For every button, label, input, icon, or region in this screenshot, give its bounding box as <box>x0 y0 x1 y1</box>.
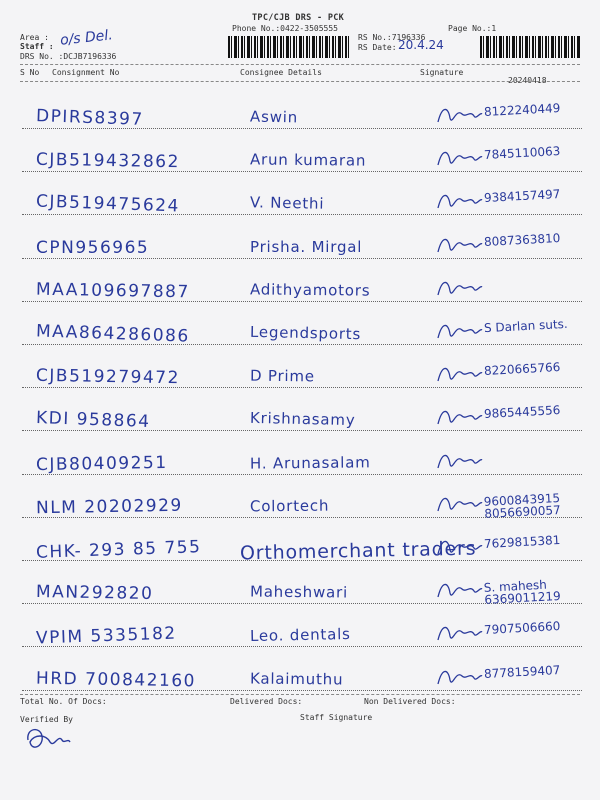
consignment-number: KDI 958864 <box>35 408 151 433</box>
consignment-number: CJB519432862 <box>35 149 181 173</box>
table-row <box>0 490 600 527</box>
footer-divider <box>20 694 580 695</box>
consignment-number: DPIRS8397 <box>35 106 145 130</box>
signature-scribble <box>436 102 484 132</box>
consignee-name: D Prime <box>249 366 315 386</box>
consignee-name: V. Neethi <box>249 193 325 214</box>
rs-number: RS No.:7196336 <box>358 33 426 42</box>
column-divider <box>20 81 580 82</box>
signature-scribble <box>436 188 484 218</box>
rs-date-label: RS Date: <box>358 43 397 52</box>
staff-handwritten: o/s Del. <box>59 27 114 49</box>
consignment-number: MAA109697887 <box>35 279 190 303</box>
table-row <box>0 281 600 311</box>
signature-scribble <box>436 232 484 262</box>
consignment-number: CJB519475624 <box>35 191 181 217</box>
barcode-rs <box>480 36 580 58</box>
form-title: TPC/CJB DRS - PCK <box>252 13 345 23</box>
signature-scribble <box>436 275 484 305</box>
consignee-name: Orthomerchant traders <box>239 537 477 565</box>
verified-by-label: Verified By <box>20 715 73 724</box>
consignment-number: CPN956965 <box>36 237 150 258</box>
phone-number-handwritten: 8087363810 <box>483 230 561 249</box>
consignment-number: HRD 700842160 <box>35 668 197 691</box>
consignment-number: MAA864286086 <box>35 321 191 347</box>
phone-number-handwritten: S. mahesh 6369011219 <box>483 577 562 608</box>
table-row <box>0 144 600 181</box>
consignment-number: CHK- 293 85 755 <box>35 537 202 563</box>
col-signature: Signature <box>420 68 464 77</box>
consignee-name: Arun kumaran <box>249 150 367 170</box>
staff-signature-label: Staff Signature <box>300 713 373 722</box>
verifier-signature <box>24 724 74 758</box>
consignment-number: MAN292820 <box>35 582 154 605</box>
signature-scribble <box>436 491 484 521</box>
signature-scribble <box>436 620 484 650</box>
col-consignee: Consignee Details <box>240 68 322 77</box>
non-delivered-docs: Non Delivered Docs: <box>364 697 456 706</box>
phone-number-handwritten: 7845110063 <box>483 144 561 163</box>
table-row <box>0 360 600 397</box>
table-row <box>0 662 600 700</box>
consignee-name: H. Arunasalam <box>249 452 371 473</box>
consignee-name: Krishnasamy <box>249 409 356 430</box>
consignment-number: NLM 20202929 <box>35 495 183 519</box>
table-row <box>0 316 600 354</box>
page-number: Page No.:1 <box>448 24 497 33</box>
phone-number-handwritten: 9384157497 <box>483 187 561 206</box>
barcode-drs <box>228 36 350 58</box>
phone-number-handwritten: 9600843915 8056690057 <box>483 490 562 521</box>
signature-scribble <box>436 448 484 478</box>
total-docs: Total No. Of Docs: <box>20 697 107 706</box>
staff-label: Staff : <box>20 42 54 51</box>
rs-date-handwritten: 20.4.24 <box>398 38 444 52</box>
phone-number: Phone No.:0422-3505555 <box>232 24 338 33</box>
signature-scribble <box>436 577 484 607</box>
drs-number: DRS No. :DCJB7196336 <box>20 52 117 61</box>
phone-number-handwritten: 7629815381 <box>483 533 561 551</box>
consignment-number: CJB80409251 <box>35 452 168 475</box>
consignee-name: Adithyamotors <box>249 280 371 300</box>
phone-number-handwritten: S Darlan suts. <box>483 316 569 336</box>
consignee-name: Colortech <box>249 496 330 516</box>
table-row <box>0 230 600 268</box>
consignee-name: Kalaimuthu <box>249 669 344 689</box>
header-divider <box>20 64 580 65</box>
consignee-name: Maheshwari <box>249 582 349 602</box>
table-row <box>0 533 600 570</box>
table-row <box>0 101 600 138</box>
phone-number-handwritten: 8122240449 <box>483 101 561 119</box>
phone-number-handwritten: 8778159407 <box>483 662 561 681</box>
consignment-number: VPIM 5335182 <box>35 623 177 649</box>
date-stamp: 20240418 <box>508 76 547 85</box>
table-row <box>0 454 600 484</box>
table-row <box>0 619 600 656</box>
table-row <box>0 187 600 224</box>
phone-number-handwritten: 9865445556 <box>483 403 561 422</box>
signature-scribble <box>436 145 484 175</box>
phone-number-handwritten: 7907506660 <box>483 619 561 638</box>
phone-number-handwritten: 8220665766 <box>483 360 561 379</box>
consignee-name: Aswin <box>249 107 299 127</box>
signature-scribble <box>436 404 484 434</box>
table-row <box>0 577 600 613</box>
signature-scribble <box>436 534 484 564</box>
area-label: Area : <box>20 33 49 42</box>
signature-scribble <box>436 664 484 694</box>
col-consignment: Consignment No <box>52 68 120 77</box>
col-sno: S No <box>20 68 40 77</box>
table-row <box>0 403 600 440</box>
consignee-name: Legendsports <box>249 322 362 344</box>
consignment-number: CJB519279472 <box>35 365 181 389</box>
consignee-name: Leo. dentals <box>249 625 351 646</box>
signature-scribble <box>436 361 484 391</box>
signature-scribble <box>436 318 484 348</box>
consignee-name: Prisha. Mirgal <box>250 237 363 256</box>
delivered-docs: Delivered Docs: <box>230 697 303 706</box>
